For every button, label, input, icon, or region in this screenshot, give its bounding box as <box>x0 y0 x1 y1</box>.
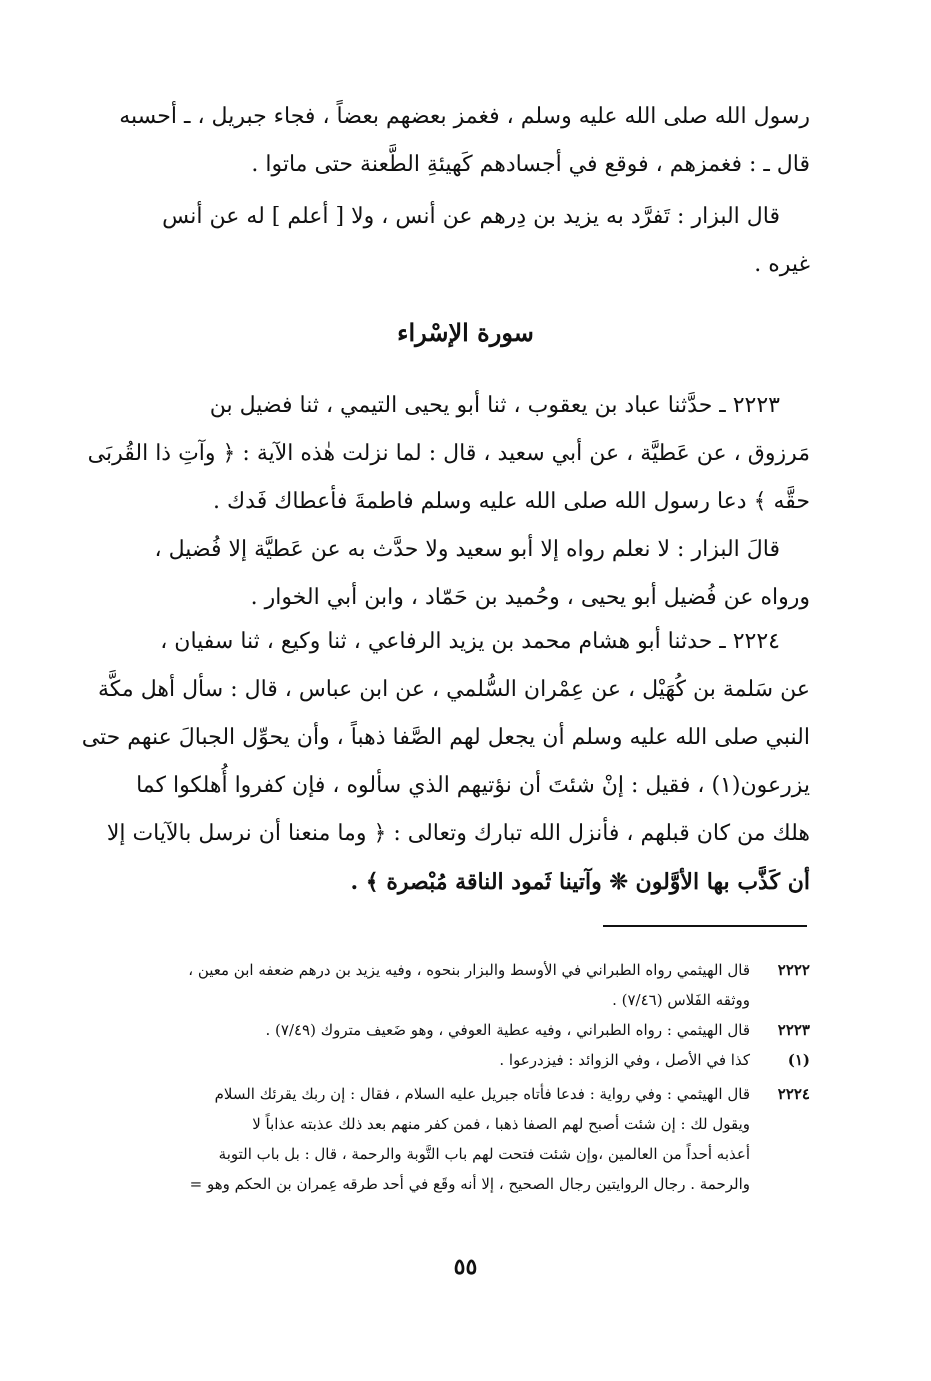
footnote-number: (١) <box>787 1051 810 1069</box>
top-paragraph <box>119 93 810 189</box>
text-line: قال ـ : فغمزهم ، فوقع في أجسادهم كَهيئةِ الطَّعنة حتى ماتوا . <box>251 152 810 177</box>
footnote-line: والرحمة . رجال الروايتين رجال الصحيح ، إلا أنه وقَع في أحد طرقه عِمران بن الحكم وهو = <box>189 1175 750 1193</box>
surah-title: سورة الإسْراء <box>397 318 534 347</box>
footnote-line: أعذبه أحداً من العالمين ،وإن شئت فتحت لهم باب التَّوبة والرحمة ، قال : بل باب التوبة <box>218 1145 750 1163</box>
footnote-2224 <box>150 1079 810 1199</box>
text-line: ٢٢٢٤ ـ حدثنا أبو هشام محمد بن يزيد الرفاعي ، ثنا وكيع ، ثنا سفيان ، <box>160 629 780 654</box>
page-number: ٥٥ <box>453 1254 478 1280</box>
bazzar-2223 <box>154 526 810 622</box>
footnote-line: قال الهيثمي : وفي رواية : فدعا فأتاه جبريل عليه السلام ، فقال : إن ربك يقرئك السلام <box>214 1085 750 1103</box>
footnote-line: ويقول لك : إن شئت أصبح لهم الصفا ذهبا ، فمن كفر منهم بعد ذلك عذبته عذاباً لا <box>252 1115 750 1133</box>
text-line: حقَّه ﴾ دعا رسول الله صلى الله عليه وسلم فاطمةَ فأعطاك فَدك . <box>213 489 810 514</box>
footnote-line: ووثقه الفَلاس (٧/٤٦) . <box>612 991 750 1009</box>
text-line: رسول الله صلى الله عليه وسلم ، فغمز بعضهم بعضاً ، فجاء جبريل ، ـ أحسبه <box>119 104 810 129</box>
footnote-line: قال الهيثمي : رواه الطبراني ، وفيه عطية العوفي ، وهو ضَعيف متروك (٧/٤٩) . <box>265 1021 750 1039</box>
text-line: مَرزوق ، عن عَطيَّة ، عن أبي سعيد ، قال : لما نزلت هٰذه الآية : ﴿ وآتِ ذا القُربَى <box>87 441 810 466</box>
text-line: قال البزار : تَفرَّد به يزيد بن دِرهم عن أنس ، ولا [ أعلم ] له عن أنس <box>162 204 780 229</box>
footnote-separator <box>603 925 807 927</box>
hadith-2224 <box>81 618 810 906</box>
bazzar-note <box>160 193 810 289</box>
footnote-line: قال الهيثمي رواه الطبراني في الأوسط والبزار بنحوه ، وفيه يزيد بن درهم ضعفه ابن معين ، <box>188 961 750 979</box>
text-line: قالَ البزار : لا نعلم رواه إلا أبو سعيد ولا حدَّث به عن عَطيَّة إلا فُضيل ، <box>154 537 780 562</box>
footnote-2223 <box>150 1015 810 1045</box>
footnote-2222 <box>150 955 810 1015</box>
text-line: عن سَلمة بن كُهَيْل ، عن عِمْران السُّلمي ، عن ابن عباس ، قال : سأل أهل مكَّة <box>97 677 810 702</box>
text-line: أن كَذَّب بها الأوَّلون ❊ وآتينا ثَمود الناقة مُبْصرة ﴾ . <box>350 869 810 895</box>
text-line: ٢٢٢٣ ـ حدَّثنا عباد بن يعقوب ، ثنا أبو يحيى التيمي ، ثنا فضيل بن <box>209 393 780 418</box>
hadith-2223 <box>87 382 810 526</box>
footnote-line: كذا في الأصل ، وفي الزوائد : فيزدرعوا . <box>499 1051 750 1069</box>
text-line: ورواه عن فُضيل أبو يحيى ، وحُميد بن حَمّاد ، وابن أبي الخوار . <box>250 585 810 610</box>
footnote-1 <box>150 1045 810 1075</box>
text-line: النبي صلى الله عليه وسلم أن يجعل لهم الصَّفا ذهباً ، وأن يحوِّل الجبالَ عنهم حتى <box>81 725 810 750</box>
footnote-number: ٢٢٢٤ <box>777 1085 810 1103</box>
text-line: غيره . <box>754 252 810 277</box>
footnote-number: ٢٢٢٣ <box>777 1021 810 1039</box>
text-line: هلك من كان قبلهم ، فأنزل الله تبارك وتعالى : ﴿ وما منعنا أن نرسل بالآيات إلا <box>106 821 810 846</box>
footnotes <box>150 955 810 1199</box>
text-line: يزرعون(١) ، فقيل : إنْ شئتَ أن نؤتيهم الذي سألوه ، فإن كفروا أُهلكوا كما <box>136 773 810 798</box>
footnote-number: ٢٢٢٢ <box>777 961 810 979</box>
